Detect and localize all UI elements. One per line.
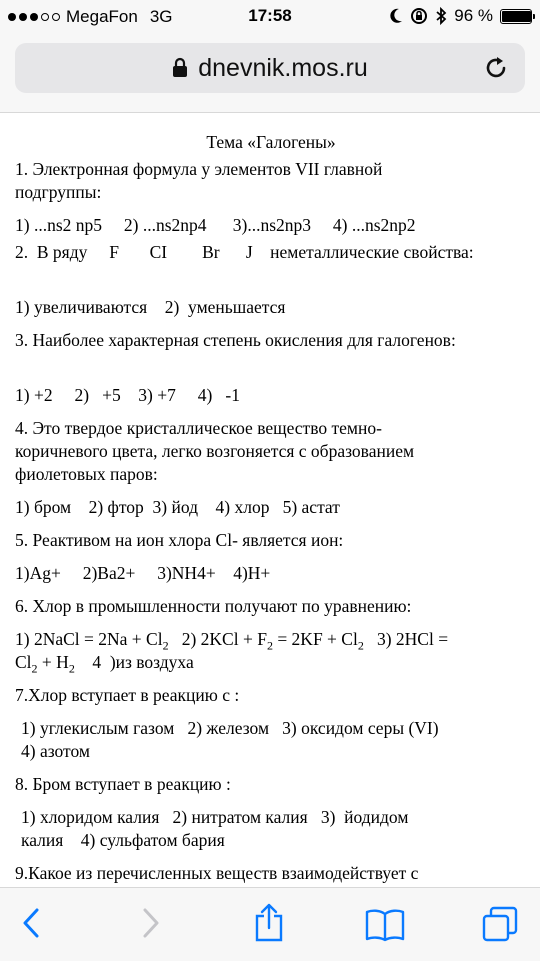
answers-1: 1) ...ns2 np5 2) ...ns2np4 3)...ns2np3 4) ...ns2np2 bbox=[15, 215, 416, 235]
answers-7: 1) углекислым газом 2) железом 3) оксидом серы (VI) bbox=[21, 718, 439, 738]
tabs-icon[interactable] bbox=[481, 905, 519, 943]
question-4-cont2: фиолетовых паров: bbox=[15, 464, 158, 484]
question-6: 6. Хлор в промышленности получают по уравнению: bbox=[15, 596, 412, 616]
carrier-name: MegaFon bbox=[66, 7, 138, 26]
answers-6: 1) 2NaCl = $2Na + Cl_2$ 2) $2KCl + F_2 = 2KF + Cl_2$ 3) 2HCl = bbox=[15, 629, 449, 653]
answers-8: 1) хлоридом калия 2) нитратом калия 3) йодидом bbox=[21, 807, 409, 827]
battery-percent: 96 % bbox=[454, 6, 493, 25]
question-8: 8. Бром вступает в реакцию : bbox=[15, 774, 231, 794]
question-5: 5. Реактивом на ион хлора Cl- является ион: bbox=[15, 530, 344, 550]
answers-6-cont: $Cl_2 + H_2$ 4 )из воздуха bbox=[15, 652, 194, 676]
answers-4: 1) бром 2) фтор 3) йод 4) хлор 5) астат bbox=[15, 497, 340, 517]
question-3: 3. Наиболее характерная степень окисления для галогенов: bbox=[15, 330, 456, 350]
share-icon[interactable] bbox=[253, 902, 285, 942]
question-1-cont: подгруппы: bbox=[15, 182, 102, 202]
question-7: 7.Хлор вступает в реакцию с : bbox=[15, 685, 240, 705]
document-page bbox=[15, 112, 527, 887]
reload-icon[interactable] bbox=[483, 55, 509, 81]
question-9: 9.Какое из перечисленных веществ взаимодействует с bbox=[15, 863, 419, 883]
clock: 17:58 bbox=[248, 6, 292, 25]
bookmarks-icon[interactable] bbox=[364, 908, 406, 942]
back-icon[interactable] bbox=[20, 906, 42, 940]
rotation-lock-icon bbox=[410, 7, 428, 25]
status-bar bbox=[0, 0, 540, 34]
browser-toolbar-bottom bbox=[0, 887, 540, 961]
moon-icon bbox=[389, 8, 403, 24]
question-1: 1. Электронная формула у элементов VII главной bbox=[15, 159, 383, 179]
answers-5: 1)Ag+ 2)Ba2+ 3)NH4+ 4)H+ bbox=[15, 563, 271, 583]
bluetooth-icon bbox=[435, 7, 447, 25]
question-4-cont: коричневого цвета, легко возгоняется с образованием bbox=[15, 441, 415, 461]
question-4: 4. Это твердое кристаллическое вещество темно- bbox=[15, 418, 382, 438]
battery-icon bbox=[500, 9, 532, 24]
question-2: 2. В ряду F CI Br J неметаллические свойства: bbox=[15, 242, 474, 262]
url-text: dnevnik.mos.ru bbox=[198, 54, 368, 82]
page-title: Тема «Галогены» bbox=[206, 132, 336, 152]
answers-8-cont: калия 4) сульфатом бария bbox=[21, 830, 225, 850]
browser-toolbar-top bbox=[0, 34, 540, 113]
answers-3: 1) +2 2) +5 3) +7 4) -1 bbox=[15, 385, 240, 405]
address-bar[interactable] bbox=[15, 43, 525, 93]
network-type: 3G bbox=[149, 7, 173, 26]
forward-icon[interactable] bbox=[140, 906, 162, 940]
answers-2: 1) увеличиваются 2) уменьшается bbox=[15, 297, 286, 317]
lock-icon bbox=[172, 57, 188, 78]
answers-7-cont: 4) азотом bbox=[21, 741, 90, 761]
